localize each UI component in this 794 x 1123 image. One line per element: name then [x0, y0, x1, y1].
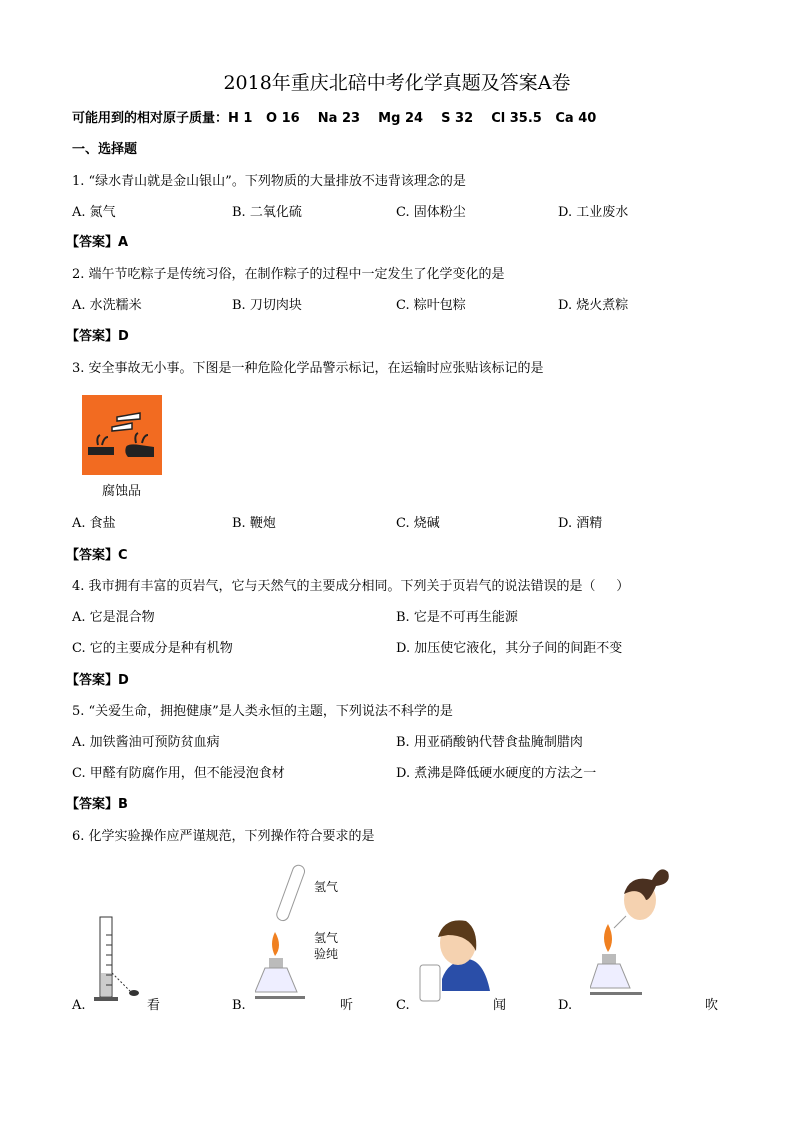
page-title: 2018年重庆北碚中考化学真题及答案A卷: [223, 72, 571, 94]
question-stem: 4. 我市拥有丰富的页岩气，它与天然气的主要成分相同。下列关于页岩气的说法错误的是（ ）: [72, 579, 630, 594]
answer: 【答案】D: [66, 673, 129, 688]
corrosive-hazard-icon: [82, 395, 162, 475]
option: D. 煮沸是降低硬水硬度的方法之一: [396, 766, 597, 781]
question-stem: 5. “关爱生命，拥抱健康”是人类永恒的主题，下列说法不科学的是: [72, 704, 453, 719]
option: A. 加铁酱油可预防贫血病: [72, 735, 220, 750]
answer: 【答案】D: [66, 329, 129, 344]
boy-smelling-bottle-icon: [418, 915, 490, 1005]
option: A. 水洗糯米: [72, 298, 142, 313]
option-letter: B.: [232, 998, 246, 1013]
option: A. 食盐: [72, 516, 116, 531]
question-stem: 3. 安全事故无小事。下图是一种危险化学品警示标记，在运输时应张贴该标记的是: [72, 361, 544, 376]
option-action: 听: [340, 998, 354, 1013]
question-stem: 1. “绿水青山就是金山银山”。下列物质的大量排放不违背该理念的是: [72, 174, 466, 189]
option-action: 吹: [705, 998, 719, 1013]
option-letter: C.: [396, 998, 410, 1013]
atomic-masses: 可能用到的相对原子质量：H 1 O 16 Na 23 Mg 24 S 32 Cl 35.5 Ca 40: [72, 111, 597, 126]
answer: 【答案】C: [66, 548, 128, 563]
figure-label: 氢气: [314, 931, 339, 945]
option: B. 二氧化硫: [232, 205, 302, 220]
option: C. 甲醛有防腐作用，但不能浸泡食材: [72, 766, 285, 781]
option: C. 它的主要成分是种有机物: [72, 641, 233, 656]
option: C. 固体粉尘: [396, 205, 466, 220]
section-heading: 一、选择题: [72, 142, 138, 157]
option-letter: D.: [558, 998, 573, 1013]
option: B. 它是不可再生能源: [396, 610, 518, 625]
option: D. 工业废水: [558, 205, 629, 220]
option: D. 加压使它液化，其分子间的间距不变: [396, 641, 623, 656]
figure-label: 氢气: [314, 880, 339, 894]
answer: 【答案】A: [66, 235, 129, 250]
option: D. 烧火煮粽: [558, 298, 629, 313]
option: B. 用亚硝酸钠代替食盐腌制腊肉: [396, 735, 583, 750]
answer: 【答案】B: [66, 797, 128, 812]
figure-label: 验纯: [314, 947, 339, 961]
question-stem: 2. 端午节吃粽子是传统习俗，在制作粽子的过程中一定发生了化学变化的是: [72, 267, 505, 282]
option: B. 刀切肉块: [232, 298, 302, 313]
option: D. 酒精: [558, 516, 603, 531]
option-letter: A.: [72, 998, 86, 1013]
graduated-cylinder-icon: [92, 915, 142, 1005]
option: C. 粽叶包粽: [396, 298, 466, 313]
option-action: 闻: [493, 998, 507, 1013]
option: B. 鞭炮: [232, 516, 276, 531]
option: C. 烧碱: [396, 516, 440, 531]
alcohol-lamp-test-tube-icon: [255, 862, 315, 1008]
option: A. 氮气: [72, 205, 116, 220]
girl-blowing-lamp-icon: [590, 860, 690, 1006]
option: A. 它是混合物: [72, 610, 155, 625]
figure-caption: 腐蚀品: [102, 484, 142, 499]
question-stem: 6. 化学实验操作应严谨规范，下列操作符合要求的是: [72, 829, 375, 844]
option-action: 看: [147, 998, 161, 1013]
